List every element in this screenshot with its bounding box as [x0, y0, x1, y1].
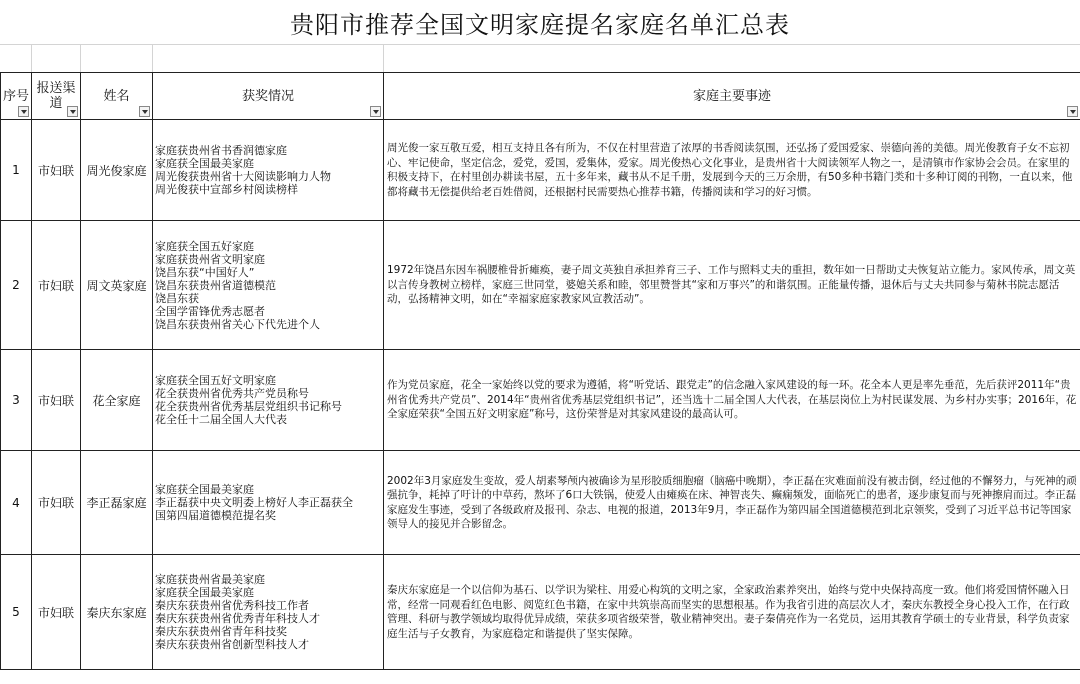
cell-seq[interactable]: 5: [1, 555, 32, 670]
cell-story[interactable]: 周光俊一家互敬互爱，相互支持且各有所为，不仅在村里营造了浓厚的书香阅读氛围，还弘扬了爱国爱家、崇德向善的美德。周光俊教育子女不忘初心、牢记使命，坚定信念，爱党，爱国，爱集体，爱家。周光俊热心文化事业，是贵州省十大阅读领军人物之一，是清镇市作家协会会员。在家里的积极支持下，在村里创办耕读书屋，五十多年来，藏书从不足千册，发展到今天的三万余册，有50多种书籍门类和十多种订阅的刊物，一直以来，他都将藏书无偿提供给老百姓借阅，还根据村民需要热心推荐书籍，传播阅读和学习的好习惯。: [384, 120, 1080, 221]
award-line: 花全获贵州省优秀共产党员称号: [155, 387, 309, 400]
award-line: 秦庆东获贵州省优秀青年科技人才: [155, 612, 320, 625]
award-line: 饶昌东获贵州省道德模范: [155, 278, 276, 292]
award-line: 家庭获全国最美家庭: [155, 586, 254, 599]
cell-channel[interactable]: 市妇联: [32, 120, 81, 221]
award-line: 花全获贵州省优秀基层党组织书记称号: [155, 400, 342, 413]
header-awards-label: 获奖情况: [241, 88, 294, 104]
award-line: 花全任十二届全国人大代表: [155, 413, 287, 426]
award-line: 家庭获贵州省文明家庭: [155, 252, 265, 266]
award-line: 饶昌东获“中国好人”: [155, 265, 255, 279]
cell-seq[interactable]: 1: [1, 120, 32, 221]
filter-dropdown-icon[interactable]: [139, 106, 150, 117]
grid-line: [152, 44, 153, 72]
cell-awards[interactable]: [153, 120, 384, 221]
table-row: [1, 555, 1080, 670]
cell-channel[interactable]: 市妇联: [32, 555, 81, 670]
cell-name[interactable]: 周文英家庭: [81, 221, 153, 350]
cell-seq[interactable]: 4: [1, 451, 32, 555]
table-row: [1, 350, 1080, 451]
filter-dropdown-icon[interactable]: [67, 106, 78, 117]
award-line: 秦庆东获贵州省青年科技奖: [155, 625, 287, 638]
award-line: 饶昌东获: [155, 291, 199, 305]
award-line: 周光俊获贵州省十大阅读影响力人物: [155, 170, 331, 183]
cell-awards[interactable]: [153, 555, 384, 670]
grid-line: [383, 44, 384, 72]
cell-name[interactable]: 秦庆东家庭: [81, 555, 153, 670]
header-row: [1, 73, 1080, 120]
grid-line: [31, 44, 32, 72]
grid-line: [80, 44, 81, 72]
header-seq[interactable]: [1, 73, 32, 120]
cell-story[interactable]: 作为党员家庭，花全一家始终以党的要求为遵循，将“听党话、跟党走”的信念融入家风建设的每一环。花全本人更是率先垂范，先后获评2011年“贵州省优秀共产党员”、2014年“贵州省优秀基层党组织书记”，还当选十二届全国人大代表，在基层岗位上为村民谋发展、为乡村办实事；2016年，花全家庭荣获“全国五好文明家庭”称号，这份荣誉是对其家风建设的最高认可。: [384, 350, 1080, 451]
table-row: [1, 120, 1080, 221]
cell-name[interactable]: 李正磊家庭: [81, 451, 153, 555]
header-name[interactable]: [81, 73, 153, 120]
cell-story[interactable]: 1972年饶昌东因车祸腰椎骨折瘫痪，妻子周文英独自承担养育三子、工作与照料丈夫的重担，数年如一日帮助丈夫恢复站立能力。家风传承，周文英以言传身教树立榜样，家庭三世同堂，婆媳关系和睦，邻里赞誉其“家和万事兴”的和谐氛围。正能量传播，退休后与丈夫共同参与菊林书院志愿活动，弘扬精神文明，如在“幸福家庭家教家风宣教活动”。: [384, 221, 1080, 350]
header-seq-label: 序号: [2, 88, 29, 104]
cell-channel[interactable]: 市妇联: [32, 221, 81, 350]
filter-dropdown-icon[interactable]: [370, 106, 381, 117]
award-line: 秦庆东获贵州省创新型科技人才: [155, 638, 309, 651]
cell-channel[interactable]: 市妇联: [32, 451, 81, 555]
award-line: 国第四届道德模范提名奖: [155, 509, 276, 522]
cell-name[interactable]: 周光俊家庭: [81, 120, 153, 221]
cell-story[interactable]: 秦庆东家庭是一个以信仰为基石、以学识为梁柱、用爱心构筑的文明之家，全家政治素养突出，始终与党中央保持高度一致。他们将爱国情怀融入日常，经常一同观看红色电影、阅览红色书籍，在家中共筑崇高而坚实的思想根基。作为我省引进的高层次人才，秦庆东教授全身心投入工作，在行政管理、科研与教学领域均取得优异成绩，荣获多项省级荣誉，敬业精神突出。妻子秦倩亮作为一名党员，运用其教育学硕士的专业背景，科学负责家庭生活与子女教育，为家庭稳定和谐提供了坚实保障。: [384, 555, 1080, 670]
award-line: 家庭获全国最美家庭: [155, 483, 254, 496]
header-story-label: 家庭主要事迹: [692, 88, 771, 104]
nominee-table: [0, 72, 1080, 670]
header-channel-label: 报送渠道: [36, 81, 76, 111]
award-line: 家庭获贵州省书香润德家庭: [155, 144, 287, 157]
table-row: [1, 221, 1080, 350]
award-line: 家庭获全国五好文明家庭: [155, 374, 276, 387]
table-row: [1, 451, 1080, 555]
award-line: 秦庆东获贵州省优秀科技工作者: [155, 599, 309, 612]
award-line: 全国学雷锋优秀志愿者: [155, 304, 265, 318]
header-name-label: 姓名: [103, 88, 130, 104]
header-channel[interactable]: [32, 73, 81, 120]
award-line: 周光俊获中宣部乡村阅读榜样: [155, 183, 298, 196]
filter-dropdown-icon[interactable]: [18, 106, 29, 117]
award-line: 家庭获贵州省最美家庭: [155, 573, 265, 586]
cell-seq[interactable]: 2: [1, 221, 32, 350]
header-story[interactable]: [384, 73, 1080, 120]
award-line: 李正磊获中央文明委上榜好人李正磊获全: [155, 496, 353, 509]
award-line: 家庭获全国最美家庭: [155, 157, 254, 170]
filter-dropdown-icon[interactable]: [1067, 106, 1078, 117]
cell-name[interactable]: 花全家庭: [81, 350, 153, 451]
sheet-title: 贵阳市推荐全国文明家庭提名家庭名单汇总表: [290, 10, 790, 39]
award-line: 饶昌东获贵州省关心下代先进个人: [155, 317, 320, 331]
blank-row[interactable]: [0, 44, 1080, 72]
cell-seq[interactable]: 3: [1, 350, 32, 451]
cell-awards[interactable]: [153, 350, 384, 451]
cell-awards[interactable]: [153, 451, 384, 555]
cell-channel[interactable]: 市妇联: [32, 350, 81, 451]
cell-story[interactable]: 2002年3月家庭发生变故，爱人胡素琴颅内被确诊为星形胶质细胞瘤（脑癌中晚期），李正磊在灾难面前没有被击倒，经过他的不懈努力，与死神的顽强抗争，耗掉了吁计的中草药，熬坏了6口大铁锅，使爱人由瘫痪在床、神智丧失、癫痫频发，面临死亡的患者，逐步康复而与死神擦肩而过。李正磊家庭发生事迹，受到了各级政府及报刊、杂志、电视的报道，2013年9月，李正磊作为第四届全国道德模范到北京领奖，受到了习近平总书记等国家领导人的接见并合影留念。: [384, 451, 1080, 555]
header-awards[interactable]: [153, 73, 384, 120]
cell-awards[interactable]: [153, 221, 384, 350]
award-line: 家庭获全国五好家庭: [155, 239, 254, 253]
